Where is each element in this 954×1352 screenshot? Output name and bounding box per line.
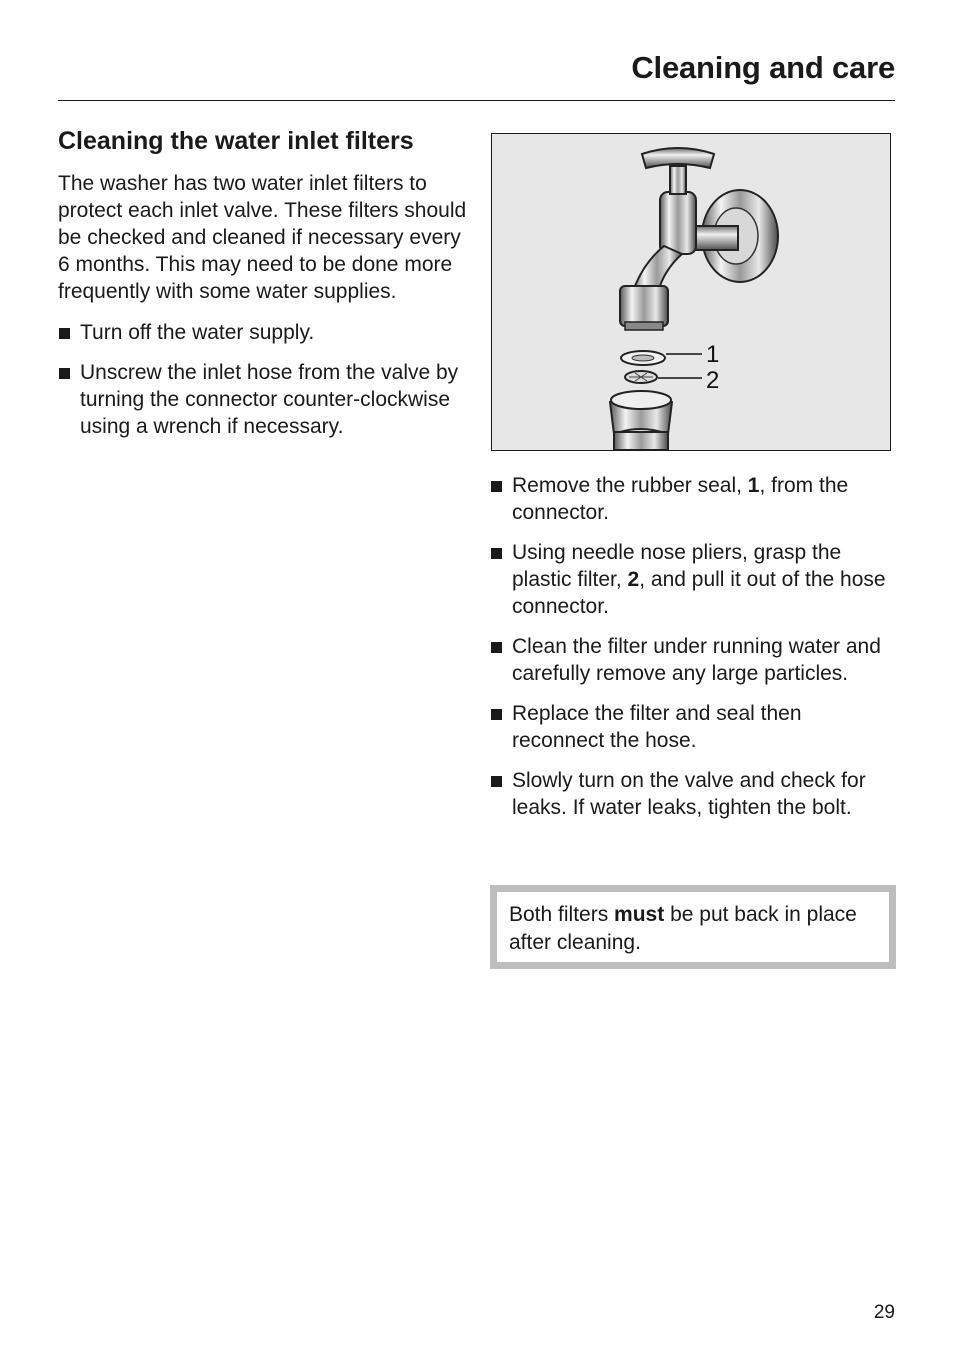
header-divider (58, 100, 895, 101)
note-text: be put back in place after cleaning. (509, 903, 857, 954)
step-ref: 2 (627, 568, 640, 591)
list-item: Turn off the water supply. (58, 319, 470, 346)
right-column (490, 472, 892, 834)
step-ref: 1 (747, 474, 760, 497)
page-number: 29 (873, 1302, 895, 1323)
list-item: Slowly turn on the valve and check for leaks. If water leaks, tighten the bolt. (490, 767, 892, 821)
note-text: Both filters (509, 903, 615, 926)
steps-left-list (58, 319, 470, 440)
list-item: Unscrew the inlet hose from the valve by turning the connector counter-clockwise using a wrench if necessary. (58, 359, 470, 440)
list-item (490, 539, 892, 620)
step-text: , from the connector. (512, 474, 849, 524)
list-item: Replace the filter and seal then reconnect the hose. (490, 700, 892, 754)
step-text: Remove the rubber seal, (512, 474, 748, 497)
callout-label-1: 1 (706, 341, 720, 368)
step-text: , and pull it out of the hose connector. (512, 568, 886, 618)
faucet-filter-illustration (491, 133, 891, 451)
callout-label-2: 2 (706, 367, 720, 394)
page-header-title: Cleaning and care (631, 50, 895, 85)
step-text: Using needle nose pliers, grasp the plastic filter, (512, 541, 842, 591)
list-item (490, 472, 892, 526)
left-column (58, 124, 470, 453)
list-item: Clean the filter under running water and carefully remove any large particles. (490, 633, 892, 687)
steps-right-list (490, 472, 892, 821)
section-title: Cleaning the water inlet filters (58, 127, 414, 155)
note-emphasis: must (614, 903, 665, 926)
note-box (490, 885, 896, 969)
intro-paragraph: The washer has two water inlet filters to protect each inlet valve. These filters should be checked and cleaned if necessary every 6 months. This may need to be done more frequently with some water supplies. (58, 172, 467, 303)
